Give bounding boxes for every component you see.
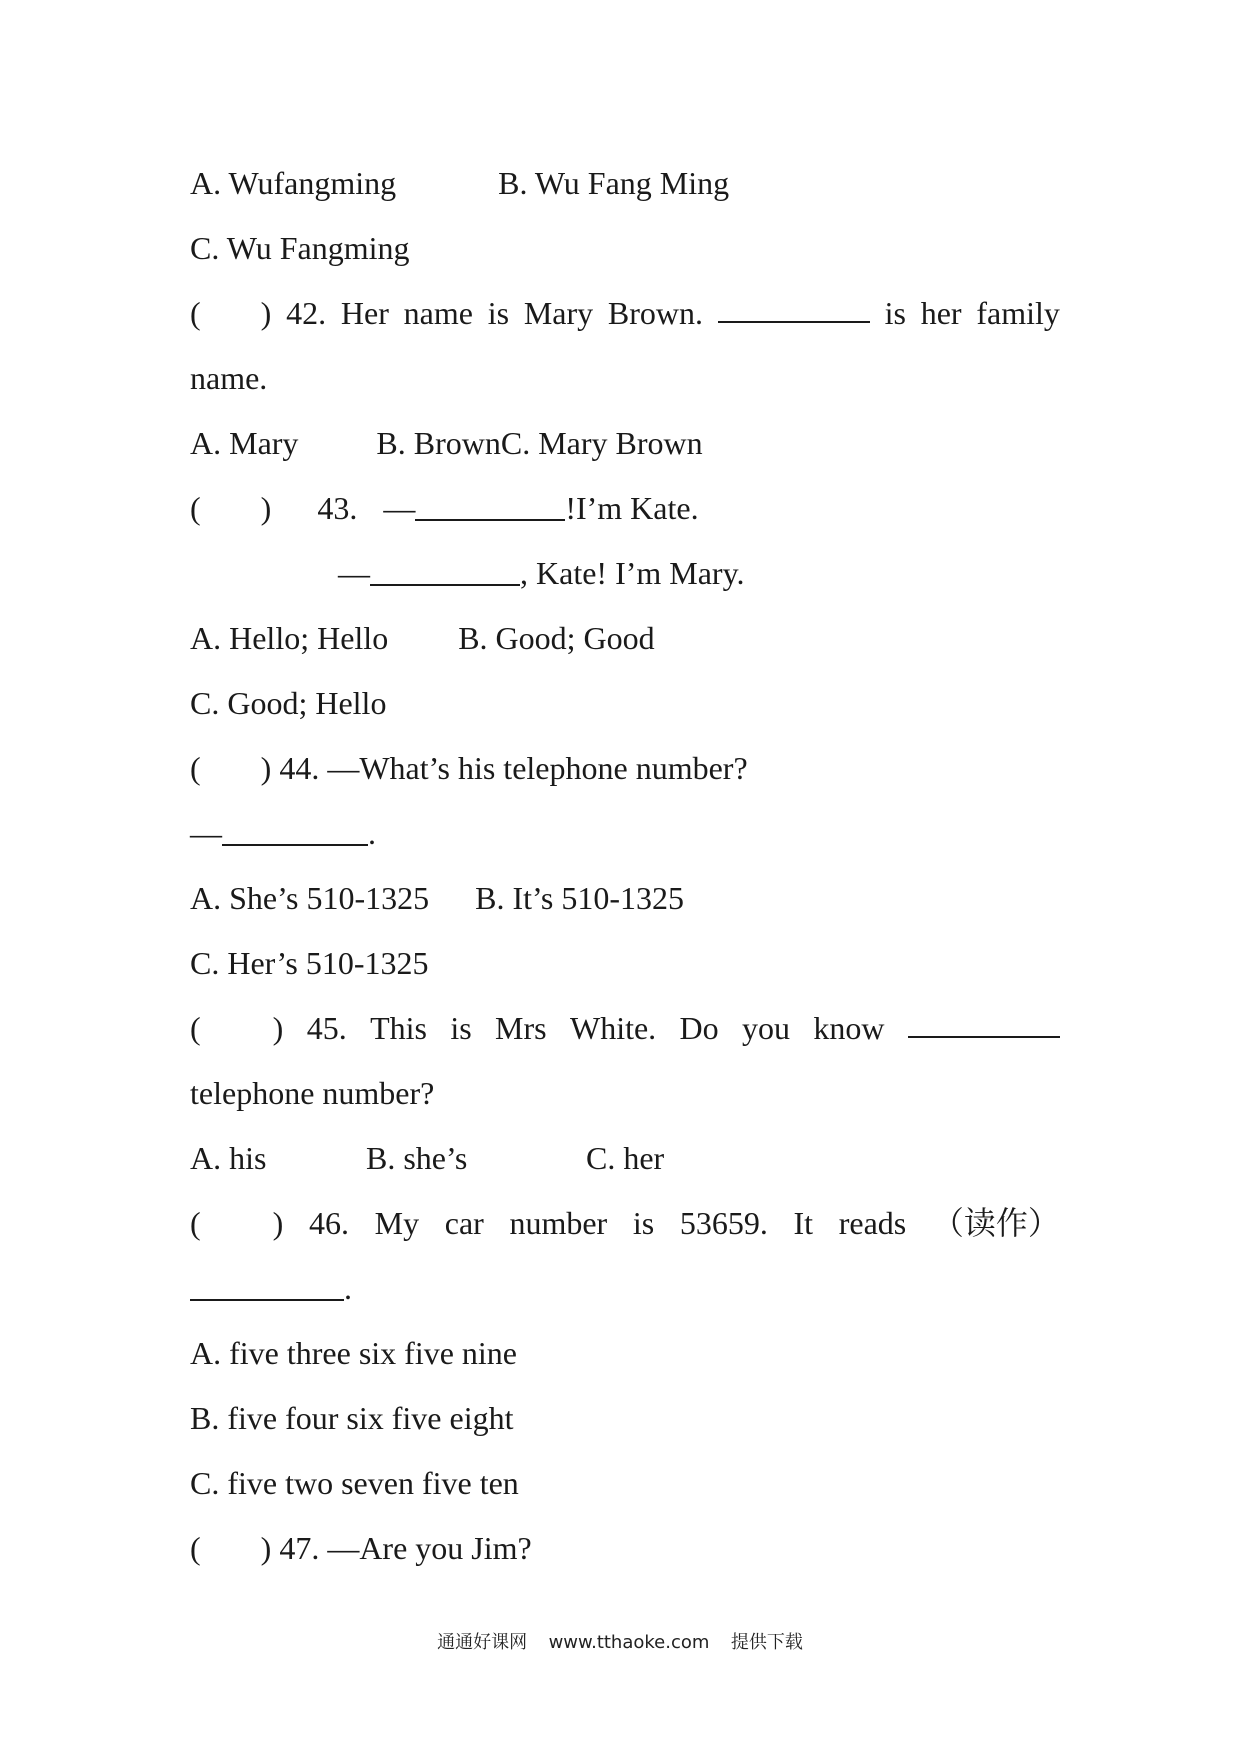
line-9 [190, 681, 386, 725]
dialogue-dash: — [338, 555, 370, 591]
answer-blank[interactable] [908, 1006, 1060, 1038]
dialogue-dash: — [190, 815, 222, 851]
question-45 [190, 1006, 1060, 1050]
word: is [884, 295, 906, 331]
answer-paren: ( ) [190, 490, 272, 526]
word: Mary [523, 295, 594, 331]
option-b: B. she’s [366, 1140, 468, 1176]
option-a: A. Hello; Hello [190, 620, 389, 656]
line-19 [190, 1331, 517, 1375]
line-2 [190, 226, 409, 270]
word: Her [340, 295, 389, 331]
question-text: 47. —Are you Jim? [279, 1530, 532, 1566]
word: It [793, 1205, 814, 1241]
question-47 [190, 1526, 532, 1570]
chinese-note: （读作） [931, 1204, 1060, 1242]
question-text: 44. —What’s his telephone number? [279, 750, 748, 786]
line-21 [190, 1461, 519, 1505]
word: is [632, 1205, 655, 1241]
word: is [487, 295, 510, 331]
page-footer [0, 1630, 1240, 1656]
answer-blank[interactable] [370, 554, 520, 586]
footer-note: 提供下载 [730, 1632, 803, 1653]
word: number [509, 1205, 608, 1241]
option-b: B. It’s 510-1325 [475, 880, 684, 916]
line-15 [190, 1071, 434, 1115]
line-12 [190, 876, 684, 920]
answer-paren: ( ) [190, 295, 272, 331]
option-c: C. Her’s 510-1325 [190, 945, 429, 981]
dialogue-text: !I’m Kate. [565, 490, 699, 526]
option-a: A. his [190, 1140, 267, 1176]
footer-site-name: 通通好课网 [437, 1632, 528, 1653]
answer-paren: ( ) [190, 750, 272, 786]
word: My [374, 1205, 420, 1241]
answer-paren: ( ) [190, 1205, 284, 1241]
word: is [450, 1010, 472, 1046]
question-44 [190, 746, 748, 790]
footer-url[interactable]: www.tthaoke.com [548, 1632, 710, 1653]
word: This [370, 1010, 427, 1046]
word: know [813, 1010, 885, 1046]
question-number: 45. [306, 1010, 347, 1046]
word: Do [679, 1010, 719, 1046]
option-b: B. Good; Good [458, 620, 655, 656]
line-13 [190, 941, 429, 985]
answer-blank[interactable] [415, 489, 565, 521]
word: White. [569, 1010, 657, 1046]
punctuation: . [368, 815, 376, 851]
option-bc: B. BrownC. Mary Brown [376, 425, 703, 461]
answer-blank[interactable] [190, 1269, 344, 1301]
line-20 [190, 1396, 513, 1440]
word: Mrs [495, 1010, 547, 1046]
word: her [920, 295, 962, 331]
word: car [444, 1205, 484, 1241]
line-16 [190, 1136, 664, 1180]
line-4 [190, 356, 267, 400]
continuation-text: telephone number? [190, 1075, 435, 1111]
line-18 [190, 1266, 352, 1310]
option-c: C. her [586, 1140, 665, 1176]
answer-paren: ( ) [190, 1530, 272, 1566]
word: 53659. [679, 1205, 768, 1241]
option-b: B. five four six five eight [190, 1400, 514, 1436]
continuation-text: name. [190, 360, 268, 396]
question-42 [190, 291, 1060, 335]
answer-paren: ( ) [190, 1010, 284, 1046]
option-c: C. Good; Hello [190, 685, 387, 721]
punctuation: . [344, 1270, 352, 1306]
option-a: A. five three six five nine [190, 1335, 517, 1371]
word: reads [838, 1205, 907, 1241]
dialogue-text: , Kate! I’m Mary. [520, 555, 745, 591]
line-11 [190, 811, 376, 855]
option-b: B. Wu Fang Ming [498, 165, 730, 201]
option-c: C. five two seven five ten [190, 1465, 519, 1501]
line-5 [190, 421, 703, 465]
word: name [403, 295, 473, 331]
question-number: 42. [286, 295, 327, 331]
line-1 [190, 161, 729, 205]
line-7 [338, 551, 745, 595]
answer-blank[interactable] [222, 814, 368, 846]
option-c: C. Wu Fangming [190, 230, 410, 266]
option-a: A. Mary [190, 425, 299, 461]
question-number: 43. [317, 490, 358, 526]
word: family [976, 295, 1060, 331]
line-8 [190, 616, 655, 660]
word: you [742, 1010, 791, 1046]
word: Brown. [607, 295, 704, 331]
dialogue-dash: — [383, 490, 416, 526]
option-a: A. She’s 510-1325 [190, 880, 430, 916]
question-number: 46. [308, 1205, 349, 1241]
option-a: A. Wufangming [190, 165, 397, 201]
answer-blank[interactable] [718, 291, 870, 323]
question-46 [190, 1201, 1060, 1245]
question-43 [190, 486, 699, 530]
